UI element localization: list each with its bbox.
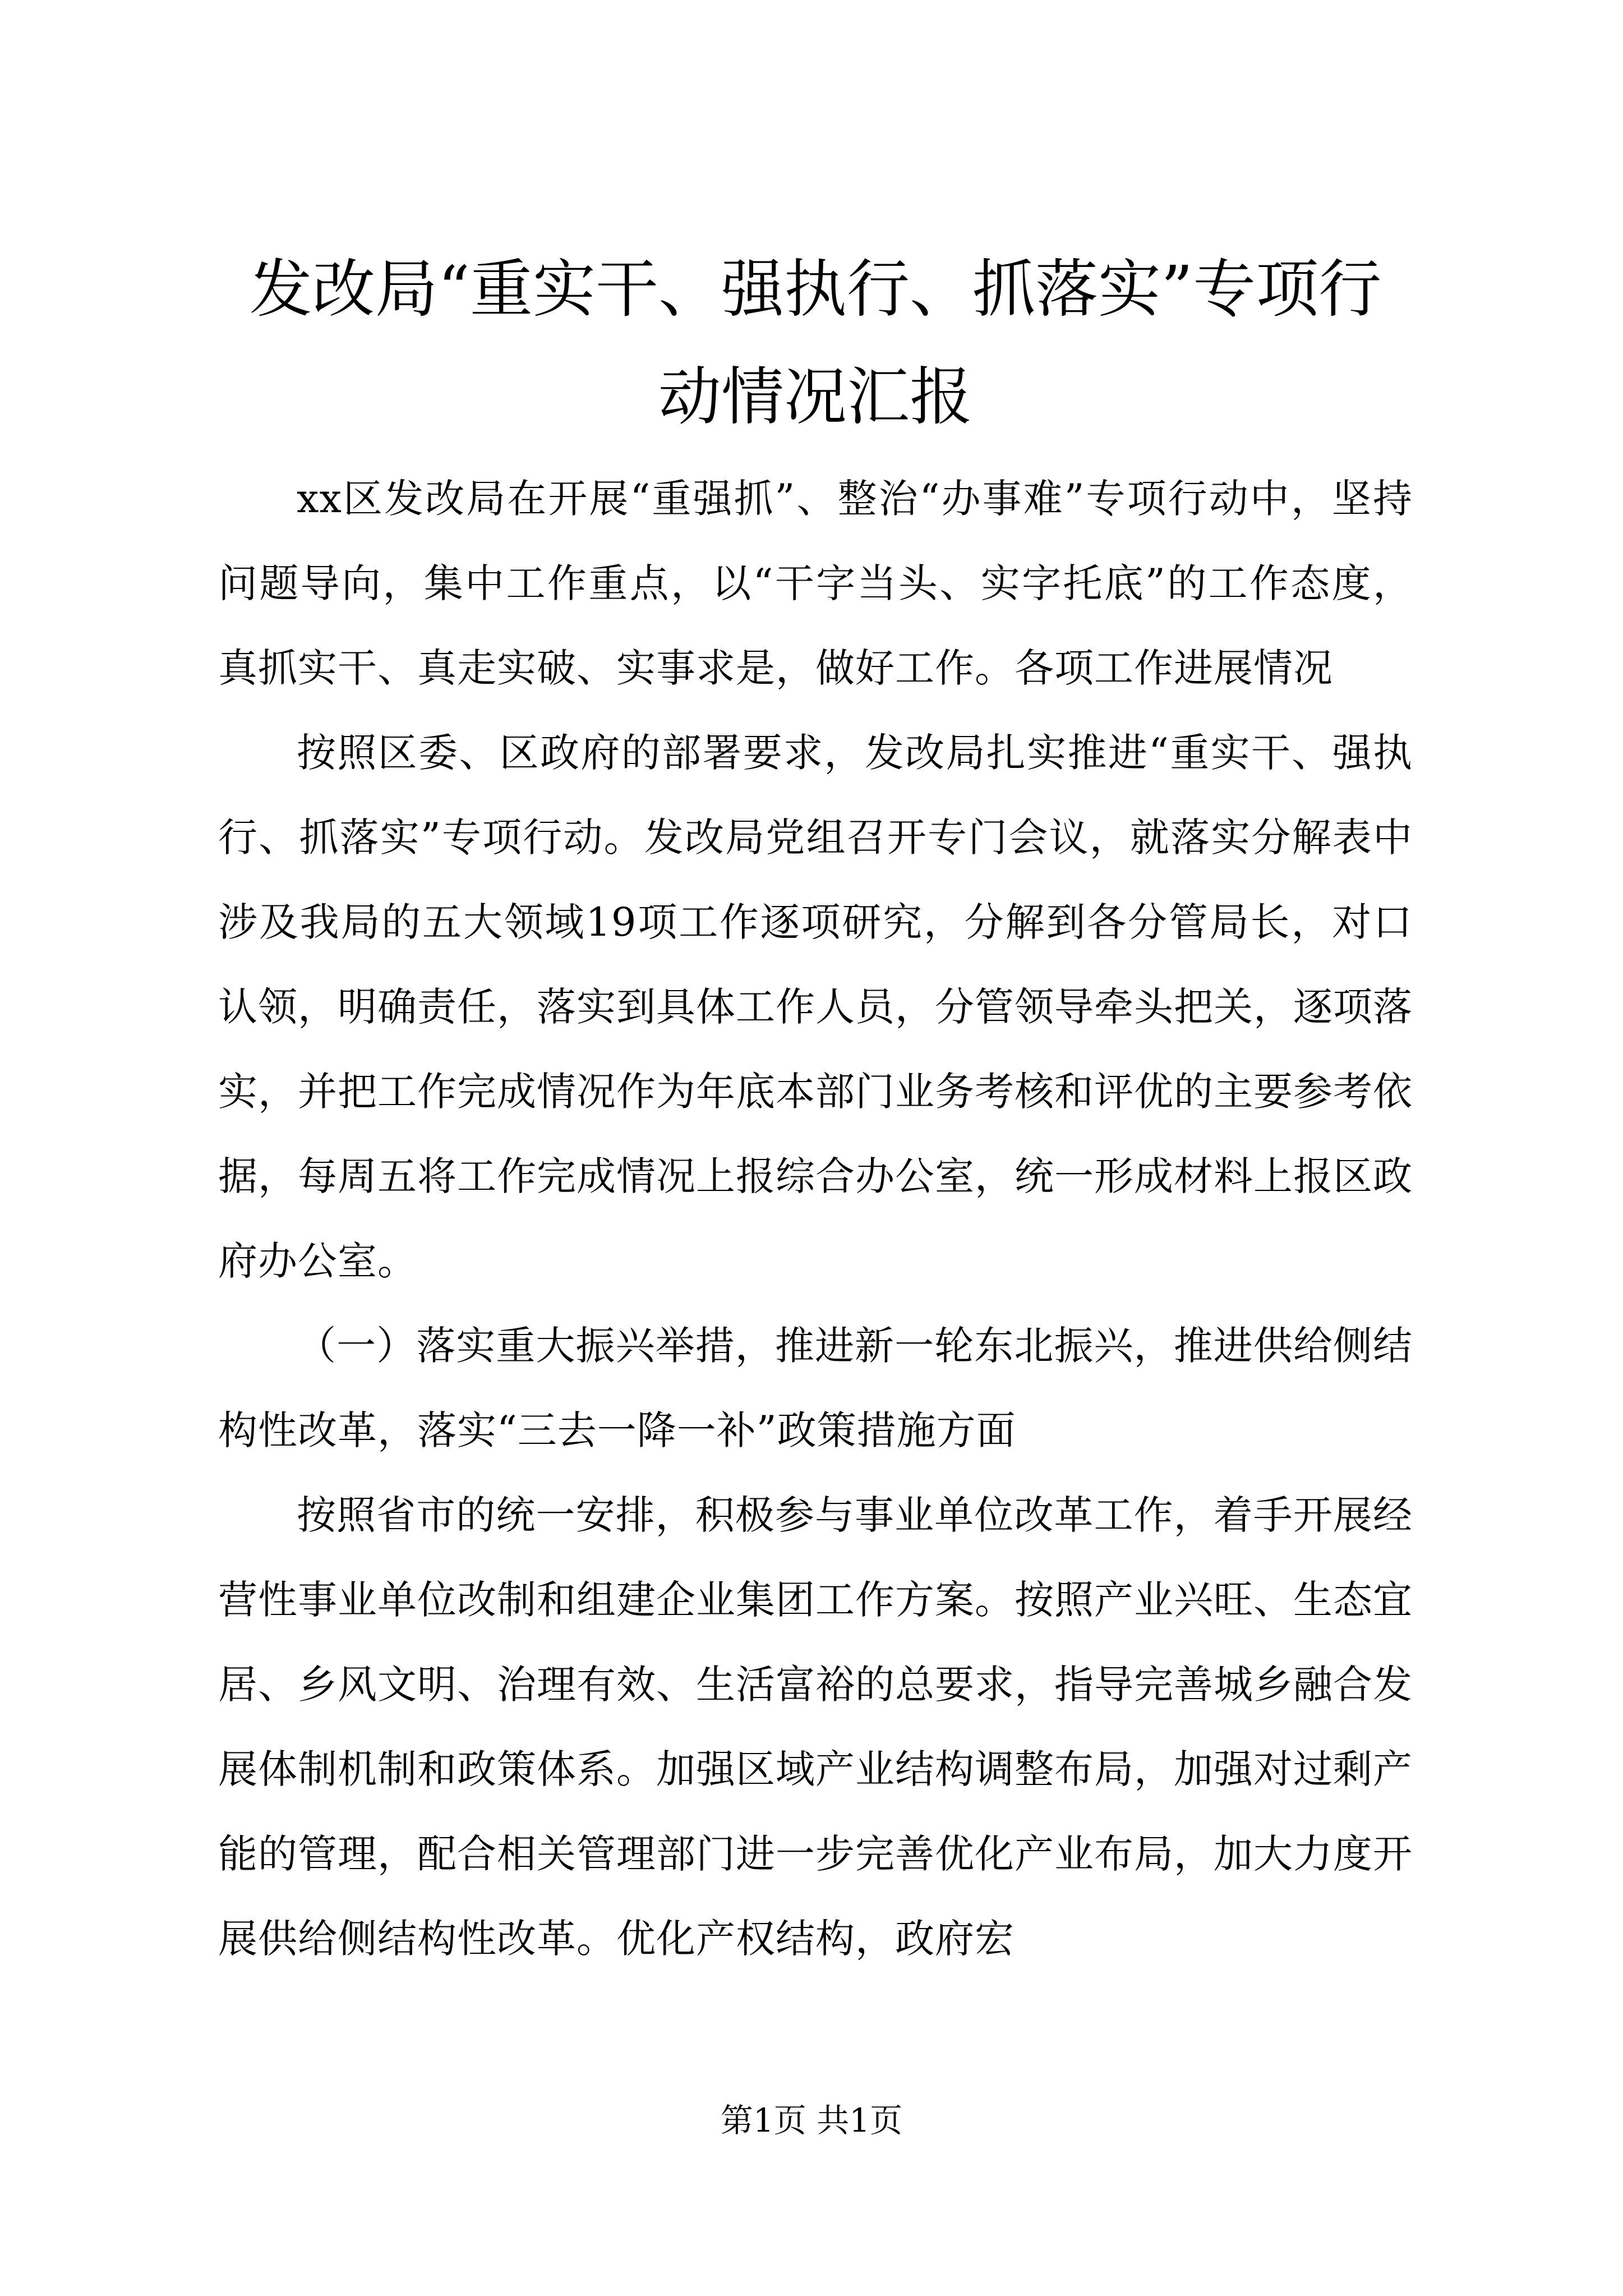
page-footer: 第1页 共1页: [720, 2101, 903, 2139]
document-body: [218, 236, 1413, 1981]
section-heading-1: （一）落实重大振兴举措，推进新一轮东北振兴，推进供给侧结构性改革，落实“三去一降一补”政策措施方面: [218, 1323, 1413, 1453]
document-title: 发改局“重实干、强执行、抓落实”专项行动情况汇报: [249, 253, 1382, 434]
paragraph-deployment: 按照区委、区政府的部署要求，发改局扎实推进“重实干、强执行、抓落实”专项行动。发改局党组召开专门会议，就落实分解表中涉及我局的五大领域19项工作逐项研究，分解到各分管局长，对口认领，明确责任，落实到具体工作人员，分管领导牵头把关，逐项落实，并把工作完成情况作为年底本部门业务考核和评优的主要参考依据，每周五将工作完成情况上报综合办公室，统一形成材料上报区政府办公室。: [218, 730, 1413, 1284]
paragraph-reform: 按照省市的统一安排，积极参与事业单位改革工作，着手开展经营性事业单位改制和组建企业集团工作方案。按照产业兴旺、生态宜居、乡风文明、治理有效、生活富裕的总要求，指导完善城乡融合发展体制机制和政策体系。加强区域产业结构调整布局，加强对过剩产能的管理，配合相关管理部门进一步完善优化产业布局，加大力度开展供给侧结构性改革。优化产权结构，政府宏: [218, 1492, 1413, 1962]
paragraph-intro: xx区发改局在开展“重强抓”、整治“办事难”专项行动中，坚持问题导向，集中工作重点，以“干字当头、实字托底”的工作态度，真抓实干、真走实破、实事求是，做好工作。各项工作进展情况: [218, 476, 1413, 691]
